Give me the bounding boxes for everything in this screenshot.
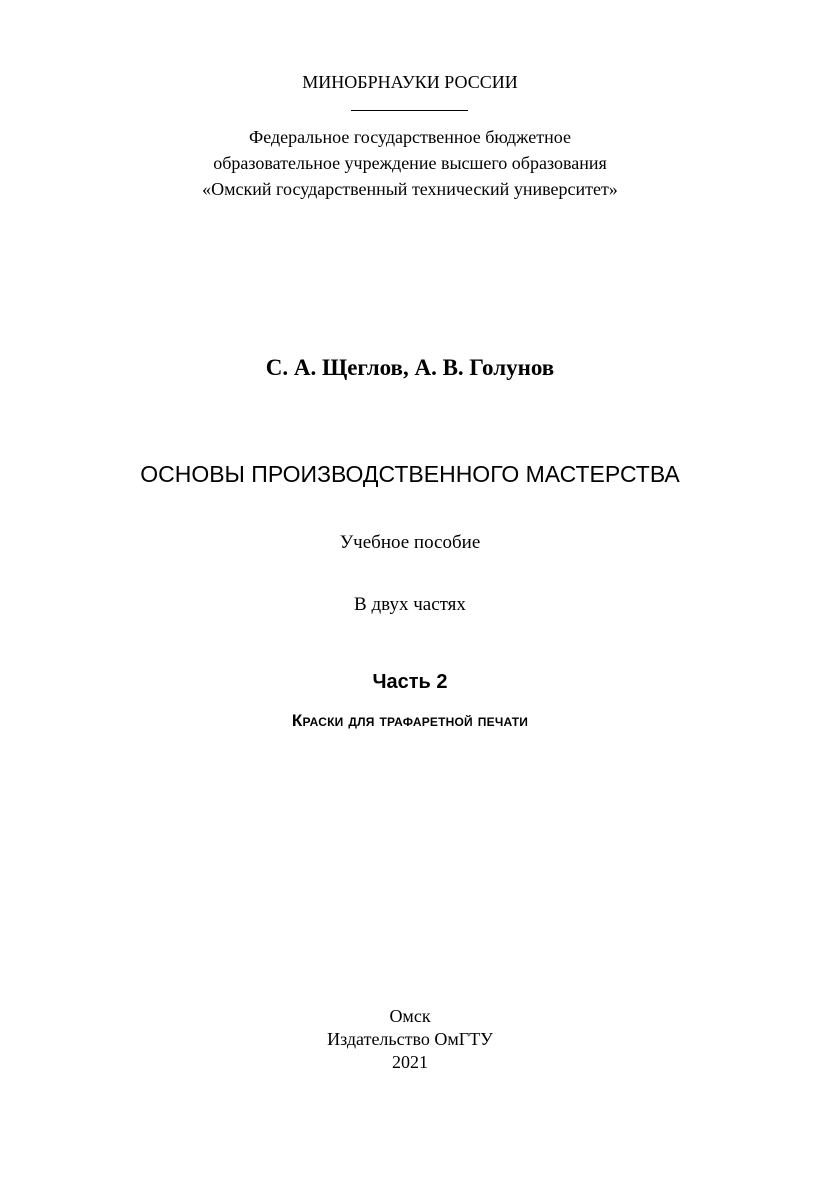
imprint-publisher: Издательство ОмГТУ	[327, 1029, 493, 1049]
institution-line-1: Федеральное государственное бюджетное	[249, 127, 571, 147]
parts-note: В двух частях	[354, 594, 466, 615]
institution-line-2: образовательное учреждение высшего образования	[213, 153, 607, 173]
institution-line-3: «Омский государственный технический университет»	[202, 179, 618, 199]
part-number: Часть 2	[372, 671, 448, 693]
part-subtitle: Краски для трафаретной печати	[291, 711, 529, 730]
header-divider	[351, 110, 468, 111]
authors: С. А. Щеглов, А. В. Голунов	[265, 355, 555, 380]
ministry-name: МИНОБРНАУКИ РОССИИ	[302, 72, 518, 92]
book-title: ОСНОВЫ ПРОИЗВОДСТВЕННОГО МАСТЕРСТВА	[140, 461, 680, 487]
publication-type: Учебное пособие	[339, 532, 481, 553]
imprint-year: 2021	[392, 1052, 428, 1072]
imprint-city: Омск	[389, 1006, 431, 1026]
